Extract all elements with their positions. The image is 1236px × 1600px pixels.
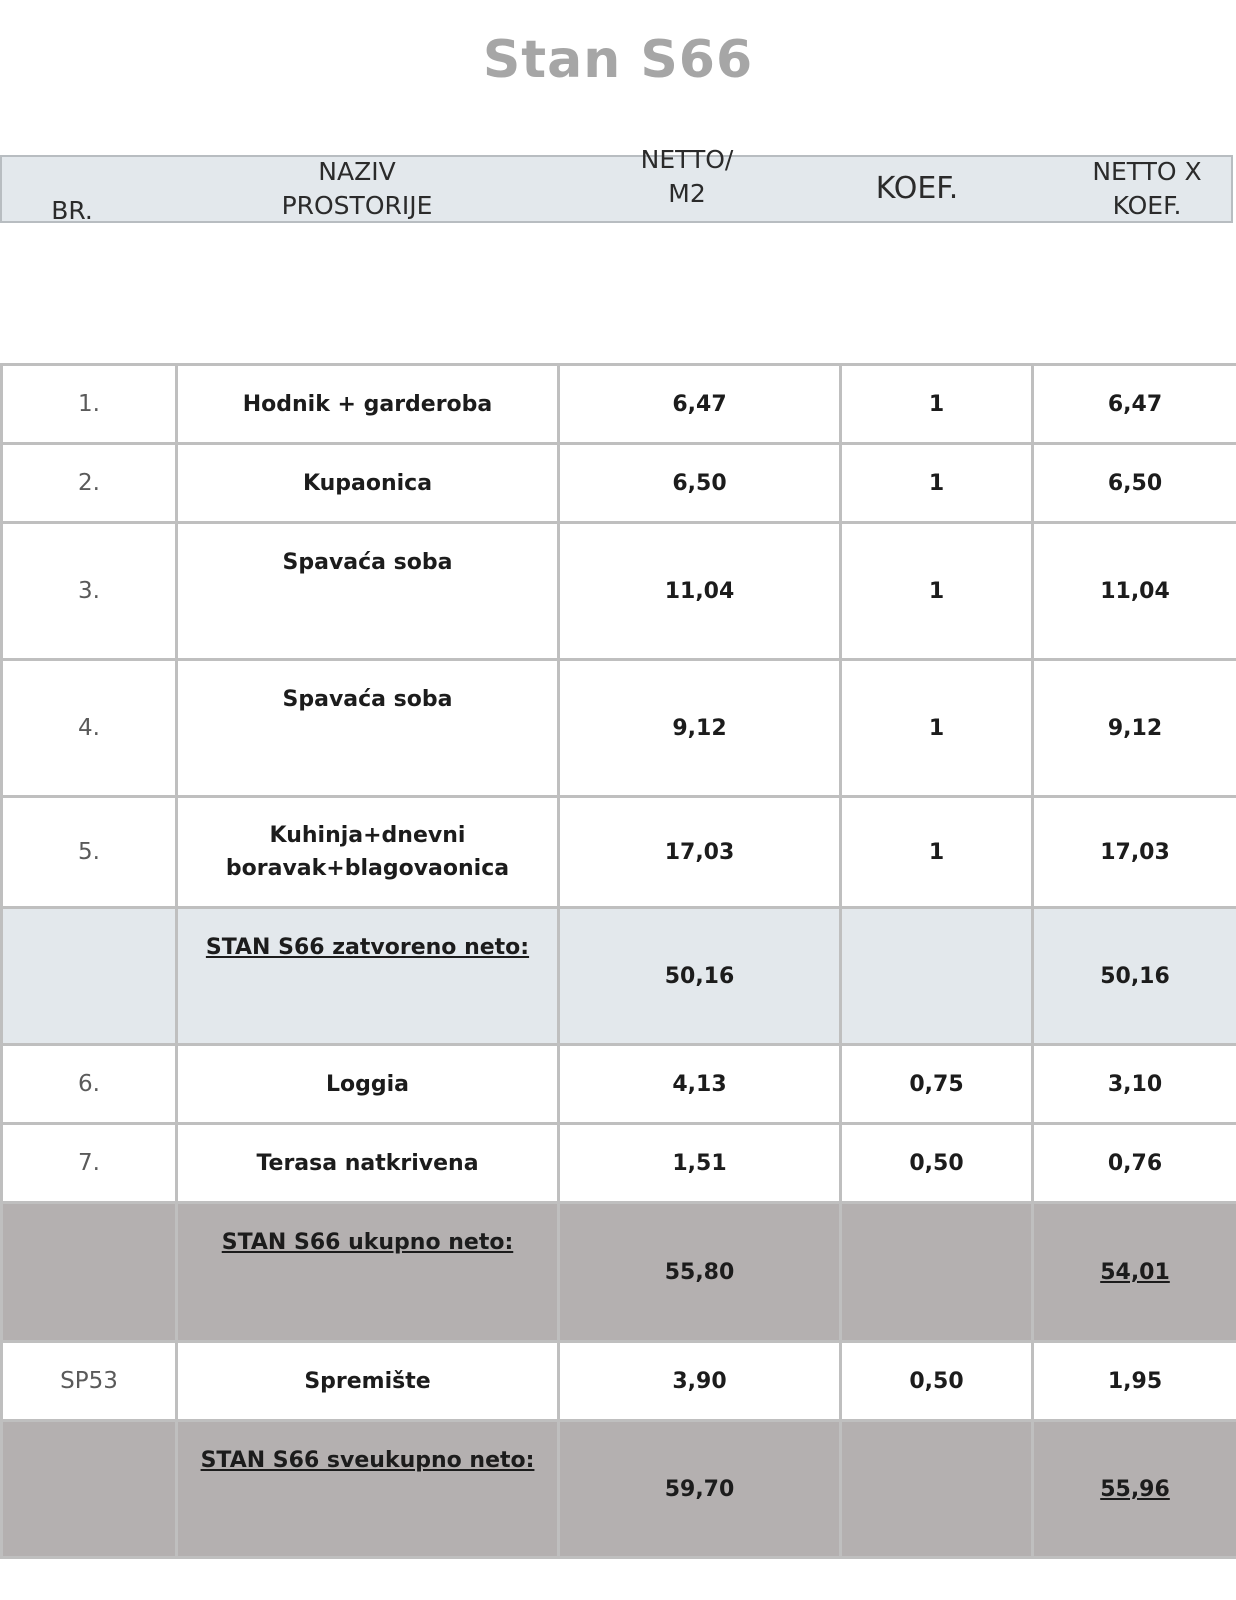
room-name: Spavaća soba (177, 660, 559, 797)
table-row (2, 797, 1236, 908)
netto-value: 17,03 (559, 797, 841, 908)
koef-value: 1 (841, 797, 1033, 908)
grand-total-row (2, 1421, 1236, 1558)
koef-value (841, 908, 1033, 1045)
netto-value: 11,04 (559, 523, 841, 660)
room-name: Spavaća soba (177, 523, 559, 660)
row-number: 4. (2, 660, 177, 797)
netto-x-koef-value: 6,50 (1033, 444, 1236, 523)
koef-value (841, 1421, 1033, 1558)
row-number: 1. (2, 365, 177, 444)
row-number (2, 1421, 177, 1558)
netto-value: 4,13 (559, 1045, 841, 1124)
header-naziv-prostorije: NAZIV PROSTORIJE (281, 157, 433, 220)
netto-x-koef-value: 9,12 (1033, 660, 1236, 797)
total-row (2, 1203, 1236, 1342)
netto-value: 1,51 (559, 1124, 841, 1203)
netto-x-koef-value: 3,10 (1033, 1045, 1236, 1124)
page-title: Stan S66 (482, 30, 754, 90)
netto-x-koef-value: 11,04 (1033, 523, 1236, 660)
netto-x-koef-value: 6,47 (1033, 365, 1236, 444)
header-br: BR. (51, 196, 93, 225)
table-row (2, 1124, 1236, 1203)
subtotal-label-text: STAN S66 zatvoreno neto: (205, 935, 530, 960)
netto-value: 55,80 (559, 1203, 841, 1342)
table-row (2, 1342, 1236, 1421)
netto-x-koef-value: 17,03 (1033, 797, 1236, 908)
table-row (2, 660, 1236, 797)
row-number: 6. (2, 1045, 177, 1124)
netto-value: 50,16 (559, 908, 841, 1045)
table-row (2, 523, 1236, 660)
total-label-text: STAN S66 ukupno neto: (221, 1230, 514, 1255)
koef-value: 0,50 (841, 1342, 1033, 1421)
netto-value: 3,90 (559, 1342, 841, 1421)
row-number: SP53 (2, 1342, 177, 1421)
header-koef: KOEF. (875, 171, 959, 206)
row-number (2, 908, 177, 1045)
netto-value: 59,70 (559, 1421, 841, 1558)
row-number: 7. (2, 1124, 177, 1203)
row-number: 5. (2, 797, 177, 908)
row-number (2, 1203, 177, 1342)
netto-x-koef-value (1033, 1203, 1236, 1342)
header-netto-x-koef: NETTO X KOEF. (1092, 157, 1202, 220)
table-row (2, 444, 1236, 523)
row-number: 3. (2, 523, 177, 660)
header-netto-m2: NETTO/ M2 (640, 145, 734, 208)
subtotal-label (177, 908, 559, 1045)
table-row (2, 365, 1236, 444)
room-name: Terasa natkrivena (177, 1124, 559, 1203)
room-name: Kuhinja+dnevni boravak+blagovaonica (177, 797, 559, 908)
netto-x-koef-value (1033, 1421, 1236, 1558)
netto-x-koef-value: 1,95 (1033, 1342, 1236, 1421)
room-name: Hodnik + garderoba (177, 365, 559, 444)
table-header (0, 145, 1233, 225)
netto-x-koef-value: 0,76 (1033, 1124, 1236, 1203)
netto-value: 9,12 (559, 660, 841, 797)
koef-value: 0,75 (841, 1045, 1033, 1124)
room-name: Spremište (177, 1342, 559, 1421)
koef-value: 1 (841, 660, 1033, 797)
total-value-text: 54,01 (1100, 1259, 1170, 1285)
subtotal-row (2, 908, 1236, 1045)
koef-value: 0,50 (841, 1124, 1033, 1203)
koef-value: 1 (841, 444, 1033, 523)
koef-value: 1 (841, 365, 1033, 444)
koef-value (841, 1203, 1033, 1342)
netto-x-koef-value: 50,16 (1033, 908, 1236, 1045)
rooms-table (0, 363, 1236, 1559)
grand-total-value-text: 55,96 (1100, 1476, 1170, 1502)
grand-total-label-text: STAN S66 sveukupno neto: (200, 1448, 535, 1473)
room-name: Loggia (177, 1045, 559, 1124)
total-label (177, 1203, 559, 1342)
koef-value: 1 (841, 523, 1033, 660)
netto-value: 6,50 (559, 444, 841, 523)
table-row (2, 1045, 1236, 1124)
row-number: 2. (2, 444, 177, 523)
room-name: Kupaonica (177, 444, 559, 523)
grand-total-label (177, 1421, 559, 1558)
netto-value: 6,47 (559, 365, 841, 444)
